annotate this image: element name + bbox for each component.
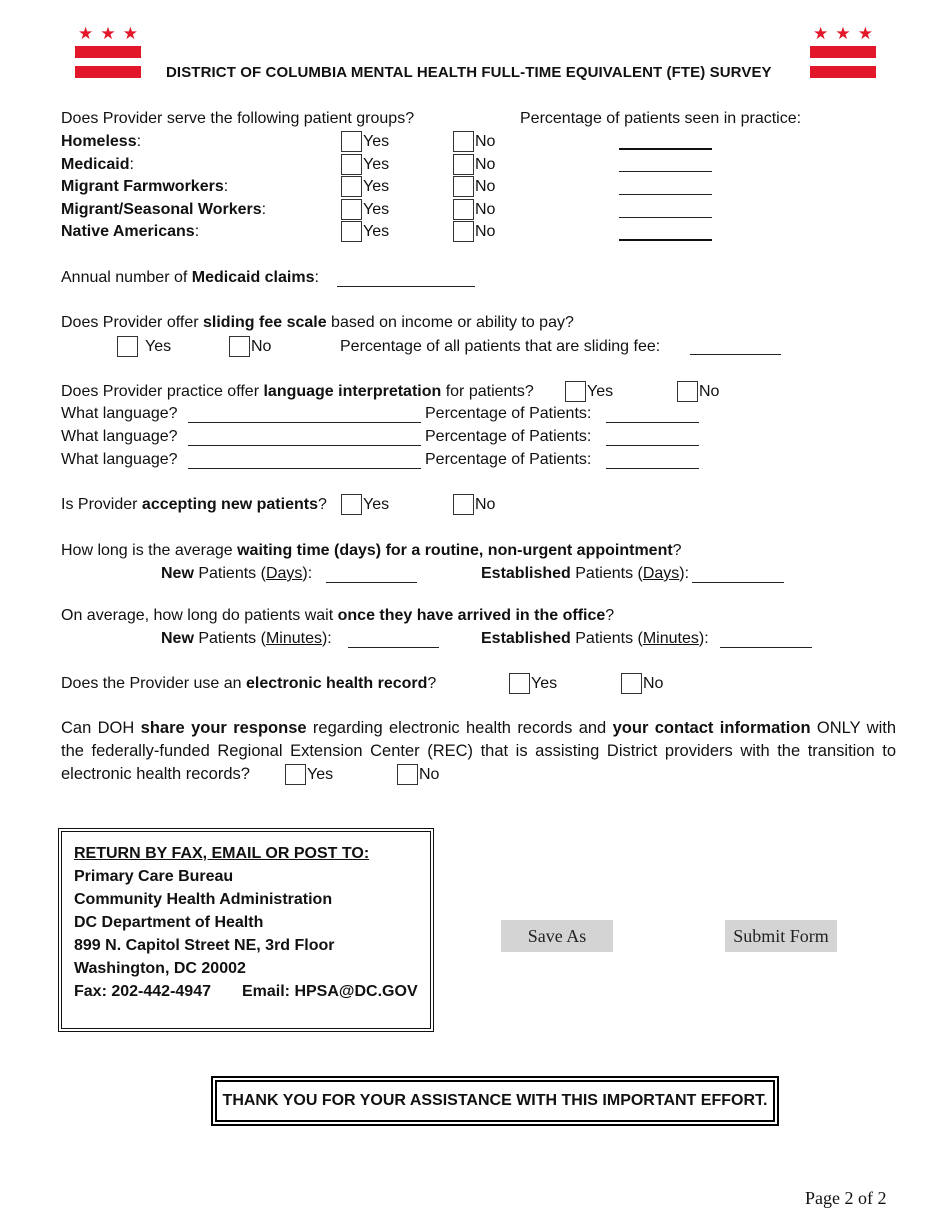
patient-group-label: Migrant Farmworkers: xyxy=(61,178,229,195)
new-patients-yes-checkbox[interactable] xyxy=(341,494,362,515)
star-icon: ★ xyxy=(78,24,94,43)
share-question: Can DOH share your response regarding electronic health records and your contact information ONLY with the federally-funded Regional Extension Center (REC) that is assisting District providers with the transition to electronic health records? xyxy=(61,719,897,783)
new-patients-no-checkbox[interactable] xyxy=(453,494,474,515)
page-number: Page 2 of 2 xyxy=(805,1188,887,1208)
yes-label: Yes xyxy=(363,223,390,240)
no-label: No xyxy=(419,766,440,783)
native-americans-yes-checkbox[interactable] xyxy=(341,221,362,242)
new-patients-days-field[interactable] xyxy=(326,582,417,583)
what-language-label: What language? xyxy=(61,451,178,468)
no-label: No xyxy=(475,178,496,195)
homeless-percent-field[interactable] xyxy=(619,148,712,150)
language-percent-field-3[interactable] xyxy=(606,468,699,469)
medicaid-claims-field[interactable] xyxy=(337,286,475,287)
form-title: DISTRICT OF COLUMBIA MENTAL HEALTH FULL-TIME EQUIVALENT (FTE) SURVEY xyxy=(166,64,772,81)
yes-label: Yes xyxy=(363,496,390,513)
language-no-checkbox[interactable] xyxy=(677,381,698,402)
save-as-button[interactable]: Save As xyxy=(501,920,613,952)
return-line: 899 N. Capitol Street NE, 3rd Floor xyxy=(74,937,335,954)
migrant-seasonal-no-checkbox[interactable] xyxy=(453,199,474,220)
ehr-yes-checkbox[interactable] xyxy=(509,673,530,694)
medicaid-no-checkbox[interactable] xyxy=(453,154,474,175)
patient-group-label: Medicaid: xyxy=(61,156,134,173)
migrant-farmworkers-yes-checkbox[interactable] xyxy=(341,176,362,197)
sliding-fee-yes-checkbox[interactable] xyxy=(117,336,138,357)
medicaid-percent-field[interactable] xyxy=(619,171,712,172)
what-language-field-2[interactable] xyxy=(188,445,421,446)
sliding-fee-percent-label: Percentage of all patients that are sliding fee: xyxy=(340,338,661,355)
new-patients-days-label: New Patients (Days): xyxy=(161,565,313,582)
ehr-no-checkbox[interactable] xyxy=(621,673,642,694)
office-wait-question: On average, how long do patients wait once they have arrived in the office? xyxy=(61,607,615,624)
new-patients-minutes-label: New Patients (Minutes): xyxy=(161,630,332,647)
new-patients-minutes-field[interactable] xyxy=(348,647,439,648)
star-icon: ★ xyxy=(122,24,138,43)
yes-label: Yes xyxy=(531,675,558,692)
language-question: Does Provider practice offer language interpretation for patients? xyxy=(61,383,534,400)
fax-number: Fax: 202-442-4947 xyxy=(74,983,211,1000)
star-icon: ★ xyxy=(813,24,829,43)
return-line: Primary Care Bureau xyxy=(74,868,234,885)
yes-label: Yes xyxy=(363,156,390,173)
no-label: No xyxy=(699,383,720,400)
language-percent-label: Percentage of Patients: xyxy=(425,451,592,468)
new-patients-question: Is Provider accepting new patients? xyxy=(61,496,327,513)
no-label: No xyxy=(475,133,496,150)
patient-group-label: Native Americans: xyxy=(61,223,200,240)
return-heading: RETURN BY FAX, EMAIL OR POST TO: xyxy=(74,845,370,862)
patient-group-label: Homeless: xyxy=(61,133,142,150)
established-patients-minutes-label: Established Patients (Minutes): xyxy=(481,630,709,647)
sliding-fee-no-checkbox[interactable] xyxy=(229,336,250,357)
dc-flag-left xyxy=(75,24,141,80)
native-americans-no-checkbox[interactable] xyxy=(453,221,474,242)
return-address-box xyxy=(58,828,434,1032)
what-language-field-3[interactable] xyxy=(188,468,421,469)
yes-label: Yes xyxy=(363,178,390,195)
no-label: No xyxy=(475,496,496,513)
migrant-farmworkers-no-checkbox[interactable] xyxy=(453,176,474,197)
no-label: No xyxy=(475,156,496,173)
language-percent-field-1[interactable] xyxy=(606,422,699,423)
yes-label: Yes xyxy=(307,766,334,783)
email-address: Email: HPSA@DC.GOV xyxy=(241,983,418,1000)
what-language-field-1[interactable] xyxy=(188,422,421,423)
return-line: Washington, DC 20002 xyxy=(74,960,246,977)
no-label: No xyxy=(475,223,496,240)
star-icon: ★ xyxy=(100,24,116,43)
return-contact xyxy=(74,980,418,1003)
return-line: DC Department of Health xyxy=(74,914,264,931)
yes-label: Yes xyxy=(145,338,172,355)
migrant-seasonal-yes-checkbox[interactable] xyxy=(341,199,362,220)
migrant-seasonal-percent-field[interactable] xyxy=(619,217,712,218)
return-line: Community Health Administration xyxy=(74,891,333,908)
no-label: No xyxy=(475,201,496,218)
yes-label: Yes xyxy=(363,201,390,218)
established-patients-days-label: Established Patients (Days): xyxy=(481,565,690,582)
no-label: No xyxy=(251,338,272,355)
language-percent-label: Percentage of Patients: xyxy=(425,428,592,445)
medicaid-yes-checkbox[interactable] xyxy=(341,154,362,175)
what-language-label: What language? xyxy=(61,405,178,422)
yes-label: Yes xyxy=(587,383,614,400)
star-icon: ★ xyxy=(835,24,851,43)
yes-label: Yes xyxy=(363,133,390,150)
ehr-question: Does the Provider use an electronic health record? xyxy=(61,675,437,692)
language-yes-checkbox[interactable] xyxy=(565,381,586,402)
thank-you-banner xyxy=(211,1076,779,1126)
star-icon: ★ xyxy=(857,24,873,43)
dc-flag-right xyxy=(810,24,876,80)
what-language-label: What language? xyxy=(61,428,178,445)
homeless-yes-checkbox[interactable] xyxy=(341,131,362,152)
patient-groups-question: Does Provider serve the following patient groups? xyxy=(61,110,415,127)
waiting-time-question: How long is the average waiting time (days) for a routine, non-urgent appointment? xyxy=(61,542,682,559)
medicaid-claims-label: Annual number of Medicaid claims: xyxy=(61,269,319,286)
patient-group-label: Migrant/Seasonal Workers: xyxy=(61,201,267,218)
homeless-no-checkbox[interactable] xyxy=(453,131,474,152)
established-patients-minutes-field[interactable] xyxy=(720,647,812,648)
no-label: No xyxy=(643,675,664,692)
share-yes-checkbox[interactable] xyxy=(285,764,306,785)
percent-header: Percentage of patients seen in practice: xyxy=(520,110,802,127)
sliding-fee-question: Does Provider offer sliding fee scale based on income or ability to pay? xyxy=(61,314,574,331)
share-no-checkbox[interactable] xyxy=(397,764,418,785)
language-percent-label: Percentage of Patients: xyxy=(425,405,592,422)
language-percent-field-2[interactable] xyxy=(606,445,699,446)
migrant-farmworkers-percent-field[interactable] xyxy=(619,194,712,195)
established-patients-days-field[interactable] xyxy=(692,582,784,583)
thank-you-text: THANK YOU FOR YOUR ASSISTANCE WITH THIS IMPORTANT EFFORT. xyxy=(222,1092,768,1109)
sliding-fee-percent-field[interactable] xyxy=(690,354,781,355)
submit-form-button[interactable]: Submit Form xyxy=(725,920,837,952)
native-americans-percent-field[interactable] xyxy=(619,239,712,241)
